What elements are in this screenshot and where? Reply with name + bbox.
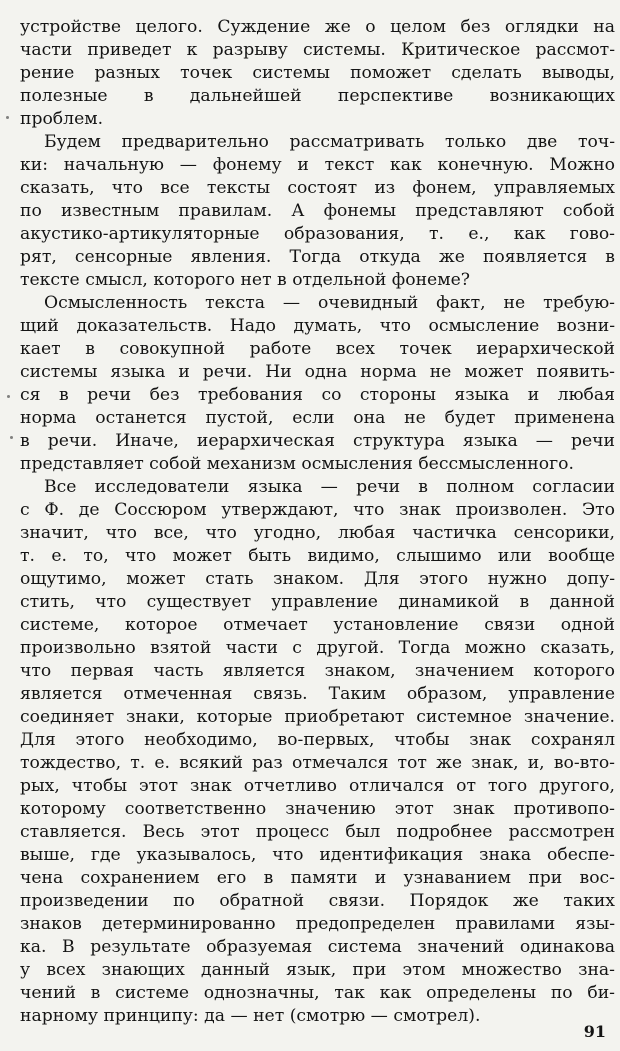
text-line-32: Для этого необходимо, во-первых, чтобы знак сохранял [20, 730, 615, 750]
text-line-27: системе, которое отмечает установление связи одной [20, 615, 615, 635]
text-line-17: ся в речи без требования со стороны языка и любая [20, 385, 615, 405]
text-line-5: проблем. [20, 109, 104, 129]
text-line-41: ка. В результате образуемая система значений одинакова [20, 937, 615, 957]
text-line-6: Будем предварительно рассматривать только две точ- [44, 132, 615, 152]
text-line-42: у всех знающих данный язык, при этом множество зна- [20, 960, 615, 980]
text-line-7: ки: начальную — фонему и текст как конечную. Можно [20, 155, 615, 175]
text-line-22: с Ф. де Соссюром утверждают, что знак произволен. Это [20, 500, 615, 520]
text-line-38: чена сохранением его в памяти и узнаванием при вос- [20, 868, 615, 888]
print-speck [10, 436, 13, 439]
text-line-15: кает в совокупной работе всех точек иерархической [20, 339, 615, 359]
text-line-23: значит, что все, что угодно, любая частичка сенсорики, [20, 523, 615, 543]
text-line-4: полезные в дальнейшей перспективе возникающих [20, 86, 615, 106]
page-number: 91 [583, 1022, 606, 1041]
text-line-44: нарному принципу: да — нет (смотрю — смотрел). [20, 1006, 481, 1026]
text-line-19: в речи. Иначе, иерархическая структура языка — речи [20, 431, 615, 451]
text-line-3: рение разных точек системы поможет сделать выводы, [20, 63, 615, 83]
text-line-12: тексте смысл, которого нет в отдельной фонеме? [20, 270, 470, 290]
text-line-34: рых, чтобы этот знак отчетливо отличался от того другого, [20, 776, 615, 796]
text-line-9: по известным правилам. А фонемы представляют собой [20, 201, 615, 221]
text-line-40: знаков детерминированно предопределен правилами язы- [20, 914, 615, 934]
text-line-31: соединяет знаки, которые приобретают системное значение. [20, 707, 615, 727]
text-line-26: стить, что существует управление динамикой в данной [20, 592, 615, 612]
text-line-24: т. е. то, что может быть видимо, слышимо или вообще [20, 546, 615, 566]
text-line-2: части приведет к разрыву системы. Критическое рассмот- [20, 40, 615, 60]
text-line-43: чений в системе однозначны, так как определены по би- [20, 983, 615, 1003]
print-speck [6, 116, 9, 119]
text-line-29: что первая часть является знаком, значением которого [20, 661, 615, 681]
print-speck [7, 395, 10, 398]
text-line-36: ставляется. Весь этот процесс был подробнее рассмотрен [20, 822, 615, 842]
text-line-39: произведении по обратной связи. Порядок же таких [20, 891, 615, 911]
text-line-20: представляет собой механизм осмысления бессмысленного. [20, 454, 574, 474]
text-line-16: системы языка и речи. Ни одна норма не может появить- [20, 362, 615, 382]
text-line-33: тождество, т. е. всякий раз отмечался тот же знак, и, во-вто- [20, 753, 615, 773]
text-line-28: произвольно взятой части с другой. Тогда можно сказать, [20, 638, 615, 658]
text-line-18: норма останется пустой, если она не будет применена [20, 408, 615, 428]
text-line-35: которому соответственно значению этот знак противопо- [20, 799, 615, 819]
text-page [20, 16, 615, 1028]
text-line-30: является отмеченная связь. Таким образом, управление [20, 684, 615, 704]
text-line-8: сказать, что все тексты состоят из фонем, управляемых [20, 178, 615, 198]
text-line-13: Осмысленность текста — очевидный факт, не требую- [44, 293, 615, 313]
text-line-25: ощутимо, может стать знаком. Для этого нужно допу- [20, 569, 615, 589]
text-line-11: рят, сенсорные явления. Тогда откуда же появляется в [20, 247, 615, 267]
text-line-10: акустико-артикуляторные образования, т. е., как гово- [20, 224, 615, 244]
text-line-21: Все исследователи языка — речи в полном согласии [44, 477, 615, 497]
text-line-1: устройстве целого. Суждение же о целом без оглядки на [20, 17, 615, 37]
text-line-14: щий доказательств. Надо думать, что осмысление возни- [20, 316, 615, 336]
text-line-37: выше, где указывалось, что идентификация знака обеспе- [20, 845, 615, 865]
